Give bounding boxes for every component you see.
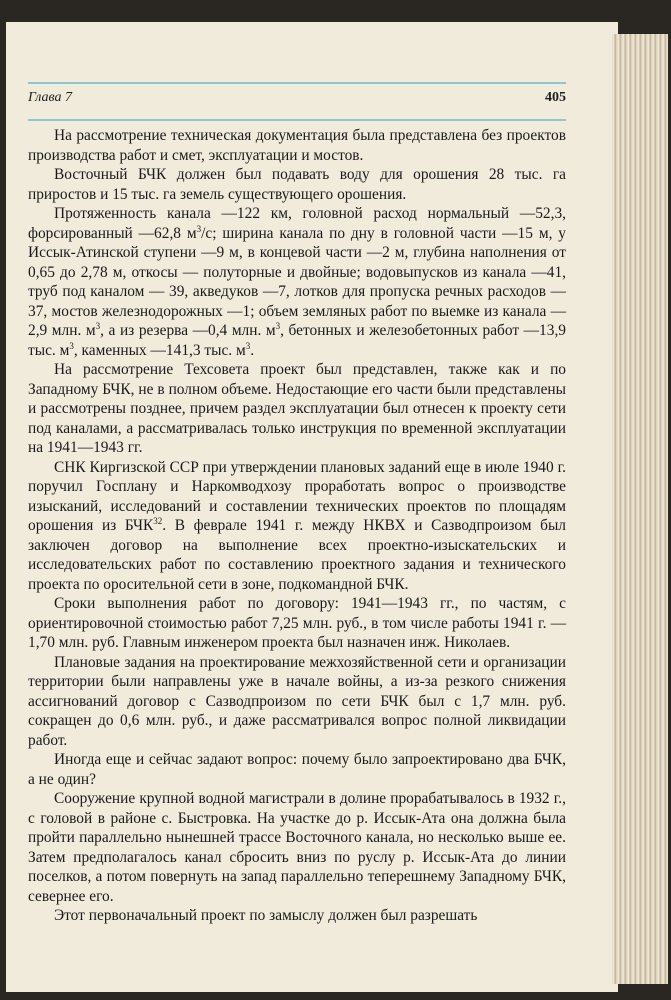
superscript: 3 (196, 223, 202, 234)
text-run: /с; ширина канала по дну в головной части —15 м, у Иссык-Атинской ступени —9 м, в концевой части —2 м, глубина наполнения от 0,65 до 2,78 м, откосы — полуторные и двойные; водовыпусков из канала —41, труб под каналом — 39, акведуков —7, лотков для пропуска речных расходов —37, мостов железнодорожных —1; объем земляных работ по выемке из канала —2,9 млн. м (28, 224, 567, 339)
paragraph (28, 594, 566, 653)
text-run: Иногда еще и сейчас задают вопрос: почему было запроектировано два БЧК, а не один? (28, 751, 566, 788)
book-page (6, 22, 618, 992)
page-number: 405 (545, 90, 566, 105)
text-run: Протяженность канала —122 км, головной расход нормальный —52,3, форсированный —62,8 м (28, 205, 566, 242)
text-run: . В феврале 1941 г. между НКВХ и Сазводпроизом был заключен договор на выполнение всех проектно-изыскательских и исследовательских работ по составлению проектного задания и технического проекта по оросительной сети в зоне, подкомандной БЧК. (28, 517, 566, 593)
text-run: , а из резерва —0,4 млн. м (100, 322, 276, 339)
header-rule-bottom (28, 119, 566, 121)
text-run: На рассмотрение техническая документация была представлена без проектов производства работ и смет, эксплуатации и мостов. (28, 127, 566, 164)
text-run: СНК Киргизской ССР при утверждении плановых заданий еще в июле 1940 г. поручил Госплану и Наркомводхозу проработать вопрос о производстве изысканий, исследований и составлении технических проектов по площадям орошения из БЧК (28, 458, 566, 534)
paragraph (28, 204, 566, 360)
header-rule-top (28, 82, 566, 84)
superscript: 3 (69, 340, 74, 351)
chapter-heading: Глава 7 (28, 90, 72, 105)
body-text (28, 126, 566, 926)
text-run: , бетонных и железобетонных работ —13,9 тыс. м (28, 322, 566, 359)
paragraph (28, 165, 566, 204)
text-run: . (250, 341, 255, 359)
text-run: Этот первоначальный проект по замыслу должен был разрешать (54, 907, 478, 924)
paragraph (28, 126, 566, 165)
text-run: Сроки выполнения работ по договору: 1941—1943 гг., по частям, с ориентировочной стоимостью работ 7,25 млн. руб., в том числе работы 1941 г. —1,70 млн. руб. Главным инженером проекта был назначен инж. Николаев. (28, 595, 566, 651)
text-run: Восточный БЧК должен был подавать воду для орошения 28 тыс. га приростов и 15 тыс. га земель существующего орошения. (28, 166, 566, 203)
text-run: На рассмотрение Техсовета проект был представлен, также как и по Западному БЧК, не в полном объеме. Недостающие его части были представлены и рассмотрены позднее, причем раздел эксплуатации был отнесен к проекту сети под каналами, а рассматривалась только инструкция по временной эксплуатации на 1941—1943 гг. (28, 361, 566, 456)
superscript: 3 (275, 320, 281, 331)
paragraph (28, 906, 566, 926)
paragraph (28, 789, 566, 906)
text-run: Плановые задания на проектирование межхозяйственной сети и организации территории были направлены уже в начале войны, а из-за резкого снижения ассигнований договор с Сазводпроизом по сети БЧК был с 1,7 млн. руб. сокращен до 0,6 млн. руб., и даже рассматривался вопрос полной ликвидации работ. (28, 653, 566, 749)
text-run: Сооружение крупной водной магистрали в долине прорабатывалось в 1932 г., с головой в районе с. Быстровка. На участке до р. Иссык-Ата она должна была пройти параллельно нынешней трассе Восточного канала, но несколько выше ее. Затем предполагалось канал сбросить вниз по руслу р. Иссык-Ата до линии поселков, а потом повернуть на запад параллельно теперешнему Западному БЧК, севернее его. (28, 790, 566, 905)
superscript: 3 (245, 340, 251, 351)
paragraph (28, 360, 566, 458)
superscript: 3 (95, 320, 101, 331)
paragraph (28, 750, 566, 789)
text-run: , каменных —141,3 тыс. м (73, 341, 246, 359)
page-edges (612, 34, 668, 984)
paragraph (28, 653, 566, 751)
superscript: 32 (153, 515, 163, 526)
paragraph (28, 458, 566, 595)
